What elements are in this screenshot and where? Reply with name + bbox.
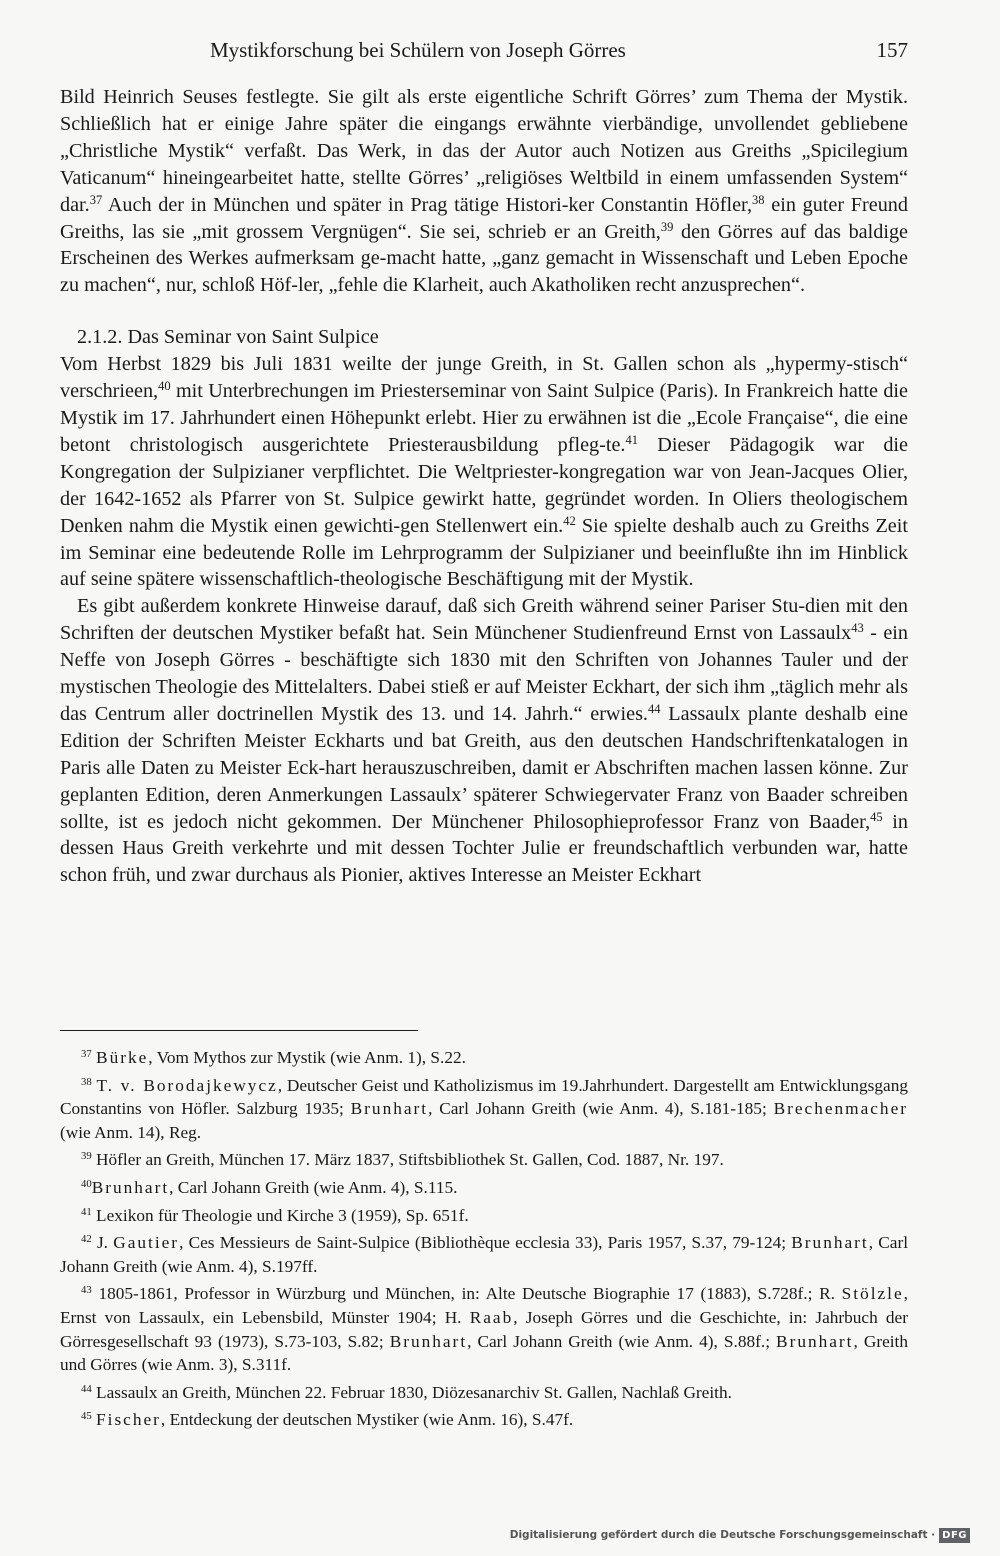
footnote-text: , Carl Johann Greith (wie Anm. 4), S.88f.; (467, 1331, 777, 1351)
footnote-author: Raab (469, 1307, 514, 1327)
footnote-text: Lassaulx an Greith, München 22. Februar 1830, Diözesanarchiv St. Gallen, Nachlaß Greith. (96, 1382, 732, 1402)
footnote-author: Brechenmacher (773, 1099, 908, 1119)
footnote-author: Fischer (96, 1410, 161, 1430)
text-run: Vom Herbst 1829 bis Juli 1831 weilte der junge Greith, in St. Gallen schon als „hypermy-stisch“ verschrieen, (60, 353, 908, 403)
footnote-text: (wie Anm. 14), Reg. (60, 1122, 202, 1142)
footnote-number: 40 (81, 1178, 92, 1191)
footnote-ref-39[interactable]: 39 (660, 219, 674, 234)
text-run: Bild Heinrich Seuses festlegte. Sie gilt als erste eigentliche Schrift Görres’ zum Thema der Mystik. Schließlich hat er einige Jahre später die eingangs erwähnte vierbändige, unvollendet gebliebene „Christliche Mystik“ verfaßt. Das Werk, in das der Autor auch Notizen aus Greiths „Spicilegium Vaticanum“ hineingearbeitet hatte, stellte Görres’ „religiöses Weltbild in einem umfassenden System“ dar. (60, 86, 908, 216)
dfg-logo: DFG (939, 1528, 970, 1543)
footnote-text: , Joseph Görres und die Geschichte, in: Jahrbuch der Görresgesellschaft 93 (1973), S.73-103, S.82; (60, 1307, 908, 1351)
footnote-author: T. v. Borodajkewycz (96, 1075, 278, 1095)
footnote-number: 43 (81, 1284, 92, 1297)
text-run: den Görres auf das baldige Erscheinen des Werkes aufmerksam ge-macht hatte, „ganz gemacht in Wissenschaft und Leben Epoche zu machen“, nur, schloß Höf-ler, „fehle die Klarheit, auch Akatholiken recht anzusprechen“. (60, 220, 909, 297)
footnote-number: 45 (81, 1410, 92, 1423)
footnote-author: Brunhart (389, 1331, 468, 1351)
footnote-ref-38[interactable]: 38 (752, 192, 765, 207)
footnote-author: Brunhart (350, 1099, 429, 1119)
credit-text: Digitalisierung gefördert durch die Deutsche Forschungsgemeinschaft · (509, 1529, 936, 1541)
footnote-ref-40[interactable]: 40 (158, 379, 171, 394)
footnote-40 (60, 1176, 908, 1200)
section-heading: 2.1.2. Das Seminar von Saint Sulpice (77, 326, 379, 349)
text-run: Es gibt außerdem konkrete Hinweise darauf, daß sich Greith während seiner Pariser Stu-dien mit den Schriften der deutschen Mystiker befaßt hat. Sein Münchener Studienfreund Ernst von Lassaulx (60, 595, 908, 645)
footnote-text: , Ces Messieurs de Saint-Sulpice (Bibliothèque ecclesia 33), Paris 1957, S.37, 79-124; (179, 1233, 792, 1253)
footnote-ref-43[interactable]: 43 (851, 621, 864, 636)
paragraph-1 (60, 84, 908, 299)
text-run: mit Unterbrechungen im Priesterseminar von Saint Sulpice (Paris). In Frankreich hatte die Mystik im 17. Jahrhundert einen Höhepunkt erlebt. Hier zu erwähnen ist die „Ecole Française“, die eine betont christologisch ausgerichtete Priesterausbildung pfleg-te. (60, 380, 908, 456)
footnote-text: , Deutscher Geist und Katholizismus im 19.Jahrhundert. Dargestellt am Entwicklungsgang Constantins von Höfler. Salzburg 1935; (60, 1075, 908, 1119)
footnote-ref-37[interactable]: 37 (89, 192, 103, 207)
text-run: Lassaulx plante deshalb eine Edition der Schriften Meister Eckharts und bat Greith, aus den deutschen Handschriftenkatalogen in Paris alle Daten zu Meister Eck-hart herauszuschreiben, damit er Abschriften machen lassen könne. Zur geplanten Edition, deren Anmerkungen Lassaulx’ späterer Schwiegervater Franz von Baader schreiben sollte, ist es jedoch nicht gekommen. Der Münchener Philosophieprofessor Franz von Baader, (60, 702, 908, 833)
paragraph-2 (60, 351, 908, 593)
text-run: in dessen Haus Greith verkehrte und mit dessen Tochter Julie er freundschaftlich verbunden war, hatte schon früh, und zwar durchaus als Pionier, aktives Interesse an Meister Eckhart (60, 810, 908, 887)
digitization-credit (510, 1524, 970, 1546)
footnote-text: Lexikon für Theologie und Kirche 3 (1959), Sp. 651f. (96, 1205, 469, 1225)
footnote-42 (60, 1231, 908, 1278)
footnote-44 (60, 1381, 908, 1405)
footnote-41 (60, 1204, 908, 1228)
footnote-text: , Carl Johann Greith (wie Anm. 4), S.197ff. (60, 1233, 908, 1276)
footnote-author: Brunhart (791, 1233, 869, 1253)
text-run: ein guter Freund Greiths, las sie „mit grossem Vergnügen“. Sie sei, schrieb er an Greith, (60, 193, 908, 243)
footnote-37 (60, 1046, 908, 1070)
footnote-number: 37 (81, 1048, 92, 1061)
footnote-text: , Vom Mythos zur Mystik (wie Anm. 1), S.22. (148, 1048, 466, 1067)
running-title: Mystikforschung bei Schülern von Joseph Görres (210, 38, 626, 62)
footnote-ref-41[interactable]: 41 (625, 433, 638, 447)
body-text (60, 84, 908, 889)
footnote-number: 38 (81, 1075, 92, 1088)
footnote-ref-42[interactable]: 42 (563, 513, 576, 528)
footnote-number: 44 (81, 1382, 92, 1395)
footnote-author: Brunhart (91, 1177, 170, 1197)
footnote-author: Brunhart (776, 1331, 854, 1351)
page-header (60, 38, 908, 70)
paragraph-3 (60, 593, 908, 889)
footnote-text: , Carl Johann Greith (wie Anm. 4), S.181-185; (428, 1099, 774, 1119)
footnote-number: 41 (81, 1205, 92, 1218)
footnote-text: Höfler an Greith, München 17. März 1837, Stiftsbibliothek St. Gallen, Cod. 1887, Nr. 197. (96, 1150, 724, 1170)
text-run: Auch der in München und später in Prag tätige Histori-ker Constantin Höfler, (102, 193, 753, 216)
page-number: 157 (876, 38, 908, 62)
footnote-author: Bürke (96, 1048, 149, 1067)
footnote-ref-45[interactable]: 45 (870, 809, 883, 824)
footnotes (60, 1046, 908, 1436)
footnote-39 (60, 1148, 908, 1172)
text-run: - ein Neffe von Joseph Görres - beschäftigte sich 1830 mit den Schriften von Johannes Tauler und der mystischen Theologie des Mittelalters. Dabei stieß er auf Meister Eckhart, der sich ihm „täglich mehr als das Centrum aller doctrinellen Mystik des 13. und 14. Jahrh.“ erwies. (60, 622, 908, 725)
footnote-43 (60, 1282, 908, 1376)
footnote-number: 42 (81, 1233, 92, 1246)
text-run: Sie spielte deshalb auch zu Greiths Zeit im Seminar eine bedeutende Rolle im Lehrprogramm der Sulpizianer und beeinflußte ihn im Hinblick auf seine spätere wissenschaftlich-theologische Beschäftigung mit der Mystik. (60, 514, 908, 591)
footnote-author: Stölzle (841, 1284, 904, 1304)
footnote-text: , Greith und Görres (wie Anm. 3), S.311f. (60, 1331, 908, 1375)
text-run: Dieser Pädagogik war die Kongregation der Sulpizianer verpflichtet. Die Weltpriester-kongregation war von Jean-Jacques Olier, der 1642-1652 als Pfarrer von St. Sulpice gewirkt hatte, gegründet worden. In Oliers theologischem Denken nahm die Mystik einen gewichti-gen Stellenwert ein. (60, 433, 908, 537)
footnote-text: J. (96, 1233, 114, 1253)
footnote-divider (60, 1030, 418, 1031)
footnote-text: , Entdeckung der deutschen Mystiker (wie Anm. 16), S.47f. (160, 1410, 574, 1430)
footnote-ref-44[interactable]: 44 (647, 702, 661, 717)
footnote-text: , Carl Johann Greith (wie Anm. 4), S.115. (169, 1177, 458, 1197)
footnote-text: 1805-1861, Professor in Würzburg und München, in: Alte Deutsche Biographie 17 (1883), S.728f.; R. (98, 1284, 842, 1304)
footnote-38 (60, 1074, 908, 1145)
footnote-number: 39 (81, 1150, 92, 1163)
footnote-author: Gautier (113, 1233, 180, 1253)
footnote-text: , Ernst von Lassaulx, ein Lebensbild, Münster 1904; H. (60, 1284, 908, 1327)
footnote-45 (60, 1408, 908, 1432)
